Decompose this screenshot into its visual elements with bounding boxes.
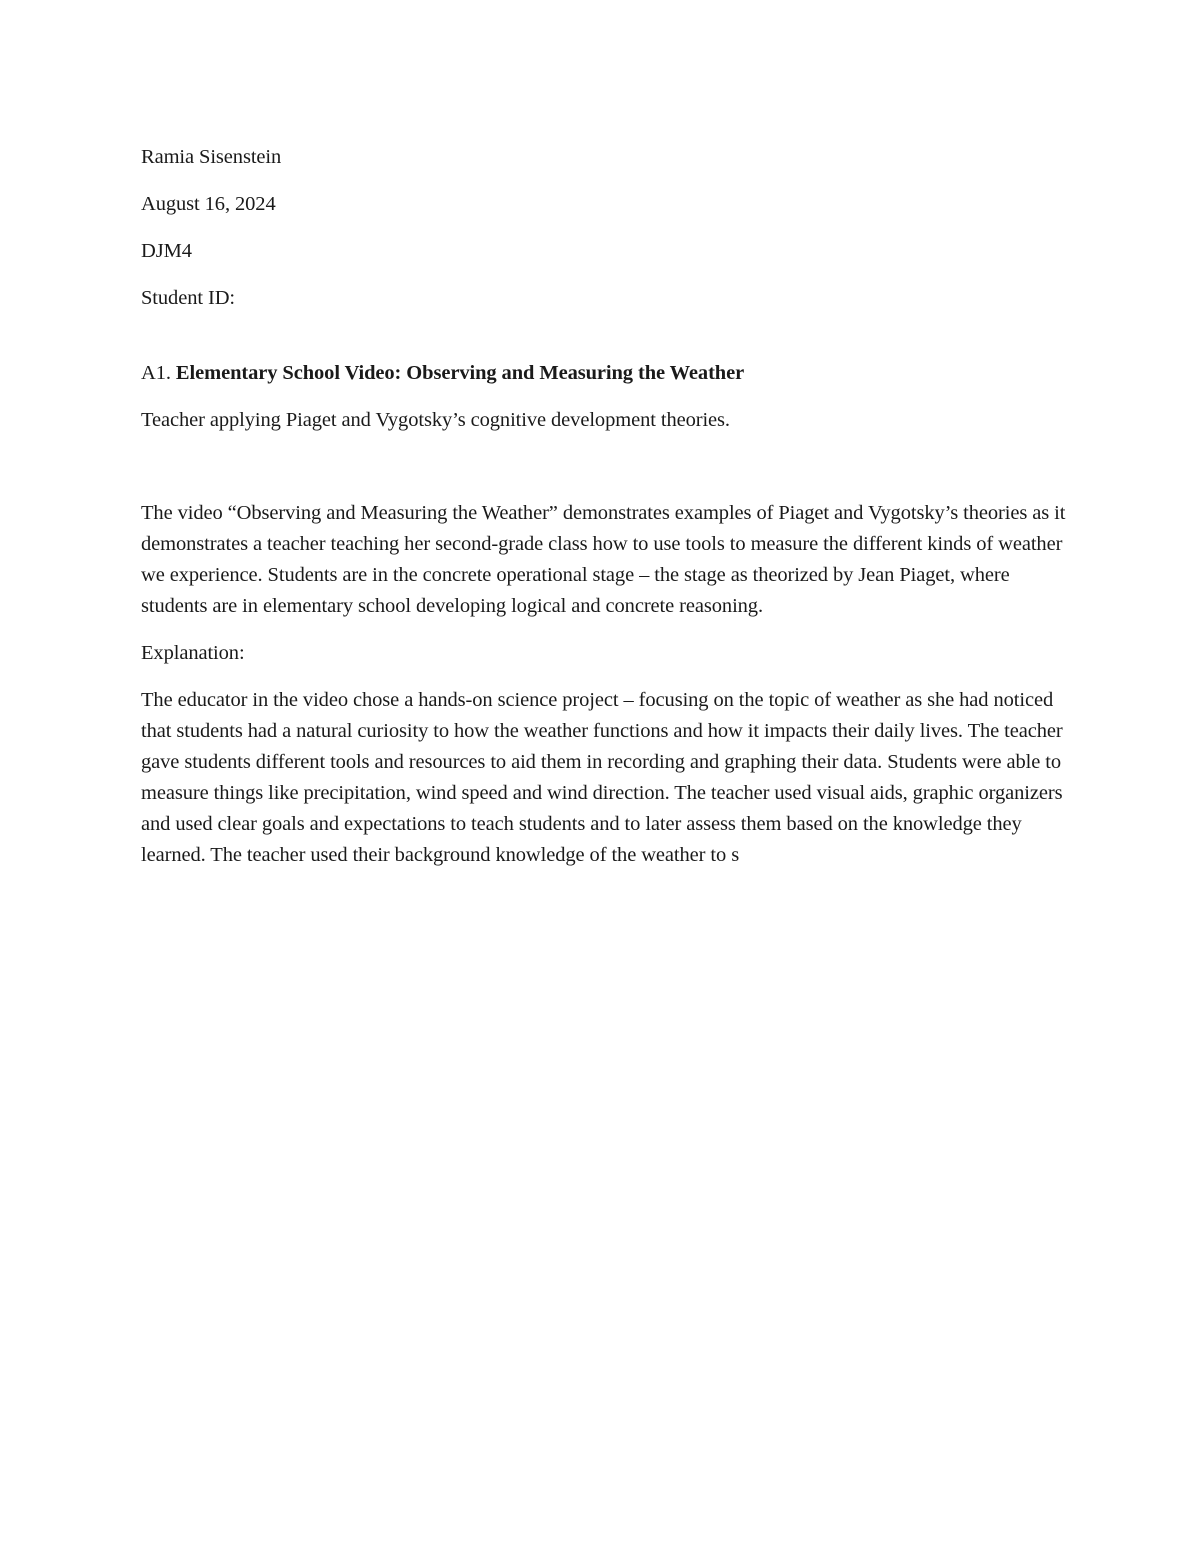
section-number: A1. bbox=[141, 362, 171, 384]
student-id-label: Student ID: bbox=[141, 287, 235, 309]
document-body bbox=[141, 142, 1066, 887]
document-date: August 16, 2024 bbox=[141, 193, 276, 215]
explanation-paragraph: The educator in the video chose a hands-on science project – focusing on the topic of weather as she had noticed that students had a natural curiosity to how the weather functions and how it impacts their daily lives. The teacher gave students different tools and resources to aid them in recording and graphing their data. Students were able to measure things like precipitation, wind speed and wind direction. The teacher used visual aids, graphic organizers and used clear goals and expectations to teach students and to later assess them based on the knowledge they learned. The teacher used their background knowledge of the weather to s bbox=[141, 689, 1063, 866]
author-name: Ramia Sisenstein bbox=[141, 146, 282, 168]
explanation-label: Explanation: bbox=[141, 642, 245, 664]
course-code: DJM4 bbox=[141, 240, 192, 262]
section-title: Elementary School Video: Observing and Measuring the Weather bbox=[175, 362, 745, 384]
section-heading bbox=[141, 358, 1066, 389]
intro-paragraph: The video “Observing and Measuring the Weather” demonstrates examples of Piaget and Vygotsky’s theories as it demonstrates a teacher teaching her second-grade class how to use tools to measure the different kinds of weather we experience. Students are in the concrete operational stage – the stage as theorized by Jean Piaget, where students are in elementary school developing logical and concrete reasoning. bbox=[141, 502, 1066, 617]
section-subtitle: Teacher applying Piaget and Vygotsky’s cognitive development theories. bbox=[141, 409, 730, 431]
